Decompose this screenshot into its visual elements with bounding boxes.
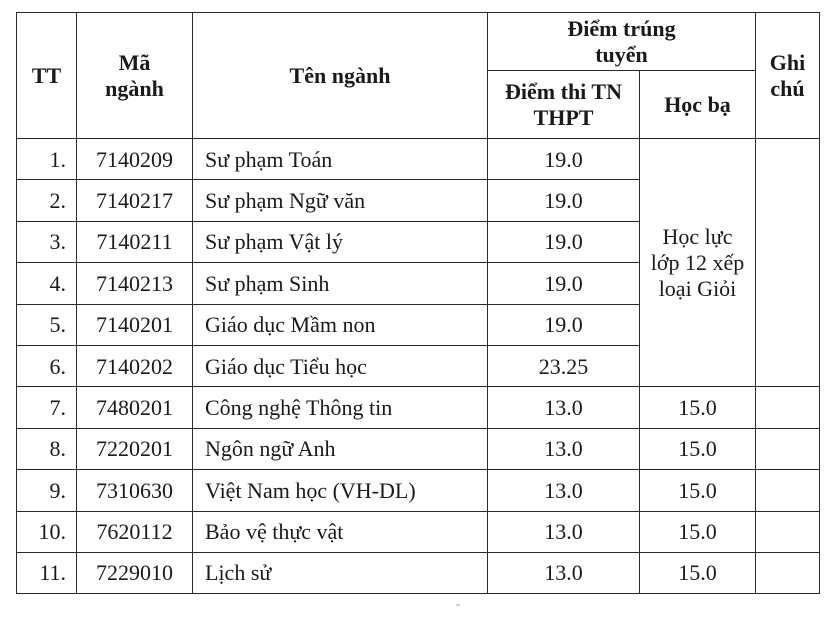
cell-tt: 11. [17,552,77,593]
cell-ma-nganh: 7140213 [77,263,193,304]
header-diem-thi [488,71,640,139]
cell-diem-thi: 19.0 [488,304,640,345]
cell-hoc-ba: 15.0 [640,470,756,511]
scan-speck [456,604,460,606]
cell-tt: 10. [17,511,77,552]
cell-ma-nganh: 7620112 [77,511,193,552]
header-ma-nganh [77,13,193,139]
header-ghi-chu-text: Ghi chú [769,50,806,101]
cell-tt: 3. [17,221,77,262]
cell-ten-nganh: Sư phạm Vật lý [193,221,488,262]
cell-tt: 6. [17,345,77,386]
cell-hoc-ba: 15.0 [640,511,756,552]
cell-diem-thi: 19.0 [488,263,640,304]
cell-ma-nganh: 7220201 [77,428,193,469]
cell-ghi-chu [756,428,820,469]
cell-ghi-chu [756,387,820,428]
header-ma-nganh-text: Mã ngành [105,50,164,101]
cell-ten-nganh: Bảo vệ thực vật [193,511,488,552]
header-diem-thi-text: Điểm thi TN THPT [505,79,622,130]
cell-diem-thi: 13.0 [488,552,640,593]
cell-ten-nganh: Sư phạm Toán [193,139,488,180]
cell-hoc-ba: 15.0 [640,387,756,428]
header-diem-trung-tuyen [488,13,756,71]
cell-ma-nganh: 7140202 [77,345,193,386]
cell-ten-nganh: Việt Nam học (VH-DL) [193,470,488,511]
cell-diem-thi: 23.25 [488,345,640,386]
cell-diem-thi: 13.0 [488,387,640,428]
table-body [17,139,820,594]
cell-ma-nganh: 7140217 [77,180,193,221]
cell-ghi-chu [756,511,820,552]
table-row [17,511,820,552]
cell-ma-nganh: 7140211 [77,221,193,262]
cell-tt: 8. [17,428,77,469]
table-row [17,552,820,593]
cell-ten-nganh: Công nghệ Thông tin [193,387,488,428]
cell-ma-nganh: 7310630 [77,470,193,511]
cell-tt: 5. [17,304,77,345]
cell-ma-nganh: 7229010 [77,552,193,593]
table-row [17,387,820,428]
cell-tt: 1. [17,139,77,180]
table-row [17,139,820,180]
cell-diem-thi: 13.0 [488,511,640,552]
header-ten-nganh: Tên ngành [193,13,488,139]
table-row [17,470,820,511]
table-row [17,428,820,469]
cell-diem-thi: 13.0 [488,470,640,511]
cell-diem-thi: 13.0 [488,428,640,469]
cell-ma-nganh: 7140209 [77,139,193,180]
cell-ten-nganh: Sư phạm Sinh [193,263,488,304]
cell-ghi-chu [756,552,820,593]
header-tt: TT [17,13,77,139]
hoc-ba-note-text: Học lực lớp 12 xếp loại Giỏi [650,223,745,301]
cell-ghi-chu [756,470,820,511]
cell-ten-nganh: Giáo dục Mầm non [193,304,488,345]
header-hoc-ba: Học bạ [640,71,756,139]
cell-ghi-chu [756,139,820,387]
cell-diem-thi: 19.0 [488,139,640,180]
header-ghi-chu [756,13,820,139]
cell-tt: 4. [17,263,77,304]
cell-tt: 2. [17,180,77,221]
cell-tt: 7. [17,387,77,428]
cell-diem-thi: 19.0 [488,221,640,262]
cell-hoc-ba: 15.0 [640,552,756,593]
cell-ma-nganh: 7140201 [77,304,193,345]
cell-diem-thi: 19.0 [488,180,640,221]
cell-tt: 9. [17,470,77,511]
cell-ten-nganh: Lịch sử [193,552,488,593]
cell-ten-nganh: Sư phạm Ngữ văn [193,180,488,221]
cell-ten-nganh: Ngôn ngữ Anh [193,428,488,469]
cell-ma-nganh: 7480201 [77,387,193,428]
cell-hoc-ba: 15.0 [640,428,756,469]
cell-hoc-ba-note [640,139,756,387]
header-diem-trung-tuyen-text: Điểm trúng tuyển [567,16,676,67]
admission-score-table [16,12,820,594]
cell-ten-nganh: Giáo dục Tiểu học [193,345,488,386]
